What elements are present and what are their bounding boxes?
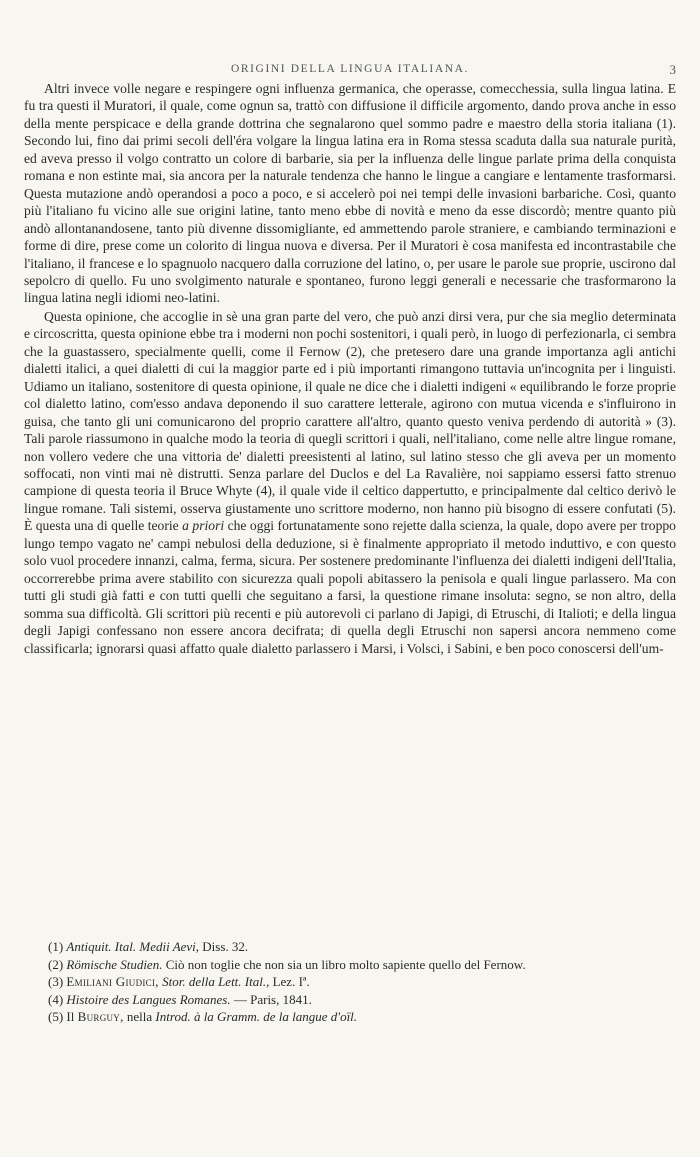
running-title: ORIGINI DELLA LINGUA ITALIANA. [230,63,470,75]
footnote-2: (2) Römische Studien. Ciò non toglie che non sia un libro molto sapiente quello del Fernow. [48,956,526,972]
paragraph-2: Questa opinione, che accoglie in sè una gran parte del vero, che può anzi dirsi vera, pur che sia meglio determinata e circoscritta, questa opinione ebbe tra i moderni non pochi sostenitori, i quali però, in luogo di perfezionarla, ci sembra che la guastassero, specialmente quelli, come il Fernow (2), che pretesero dare una grande importanza agli antichi dialetti italici, a quei dialetti di cui la maggior parte ed i più importanti rimangono tuttavia un'incognita per i linguisti. Udiamo un italiano, sostenitore di questa opinione, il quale ne dice che i dialetti indigeni « equilibrando le forze proprie col dialetto latino, com'esso andava deponendo il suo carattere letterale, agirono con mutua vicenda e s'influirono in guisa, che tanto gli uni comunicarono del proprio carattere all'altro, quanto questo veniva perdendo di autorità » (3). Tali parole riassumono in qualche modo la teoria di quegli scrittori i quali, nell'italiano, come nelle altre lingue romane, non vollero vedere che una vittoria de' dialetti preesistenti al latino, sul latino stesso che gli aveva per un momento soffocati, non vinti mai nè distrutti. Senza parlare del Duclos e del La Ravalière, noi sappiamo essersi fatto strenuo campione di questa teoria il Bruce Whyte (4), il quale vide il celtico dappertutto, e principalmente dal celtico derivò le lingue romane. Tali sistemi, osserva giustamente uno scrittore moderno, non hanno più bisogno di essere confutati (5). È questa una di quelle teorie a priori che oggi fortunatamente sono rejette dalla scienza, la quale, dopo avere per troppo lungo tempo vagato ne' campi nebulosi della deduzione, si è finalmente appropriato il metodo induttivo, e con questo solo vuol procedere innanzi, calma, ferma, sicura. Per sostenere predominante l'influenza dei dialetti indigeni dell'Italia, occorrerebbe prima avere stabilito con sicurezza quali popoli abitassero la penisola e quali lingue parlassero. Ma con tutti gli studi già fatti e con tutti quelli che seguitano a farsi, la questione rimane insoluta: segno, se non altro, della somma sua difficoltà. Gli scrittori più recenti e più autorevoli ci parlano di Japigi, di Etruschi, di Italioti; e della lingua degli Japigi confessano non essere ancora decifrata; di quella degli Etruschi non sapersi ancora nemmeno come classificarla; ignorarsi quasi affatto quale dialetto parlassero i Marsi, i Volsci, i Sabini, e ben poco conoscersi dell'um- [24,308,676,656]
running-header [24,63,676,79]
footnotes [24,938,676,1026]
footnote-3: (3) Emiliani Giudici, Stor. della Lett. Ital., Lez. Iª. [48,974,310,989]
footnote-5: (5) Il Burguy, nella Introd. à la Gramm. de la langue d'oïl. [48,1009,358,1024]
italic-phrase: a priori [182,518,225,534]
page-number: 3 [669,62,676,77]
footnote-1: (1) Antiquit. Ital. Medii Aevi, Diss. 32. [48,939,249,954]
paragraph-1: Altri invece volle negare e respingere ogni influenza germanica, che operasse, comecchessia, sulla lingua latina. E fu tra questi il Muratori, il quale, come ognun sa, trattò con diffusione il difficile argomento, dando prova anche in esso della mente perspicace e della grande dottrina che segnalarono quel sommo padre e maestro della storia italiana (1). Secondo lui, fino dai primi secoli dell'éra volgare la lingua latina era in Roma stessa scaduta dalla sua naturale purità, ed aveva presso il volgo contratto un colore di barbarie, sia per la influenza delle lingue parlate prima della conquista romana e non estinte mai, sia ancora per la naturale tendenza che hanno le lingue a cangiare e lentamente trasformarsi. Questa mutazione andò operandosi a poco a poco, e si accelerò poi nei tempi delle invasioni barbariche. Così, quanto più l'italiano fu vicino alle sue origini latine, tanto meno ebbe di novità e meno da esse discordò; mentre quanto più andò allontanandosene, tanto più divenne dissomigliante, ed ammettendo parole straniere, e cambiando terminazioni e forme di dire, prese come un colorito di lingua nuova e diversa. Per il Muratori è cosa manifesta ed incontrastabile che l'italiano, il francese e lo spagnuolo nacquero dalla corruzione del latino, o, per usare le parole sue proprie, uscirono dal sepolcro di quello. Fu uno svolgimento naturale e spontaneo, furono leggi generali e necessarie che trasformarono la lingua latina negli idiomi neo-latini. [24,81,676,306]
main-text [24,80,676,657]
footnote-4: (4) Histoire des Langues Romanes. — Paris, 1841. [48,991,312,1007]
